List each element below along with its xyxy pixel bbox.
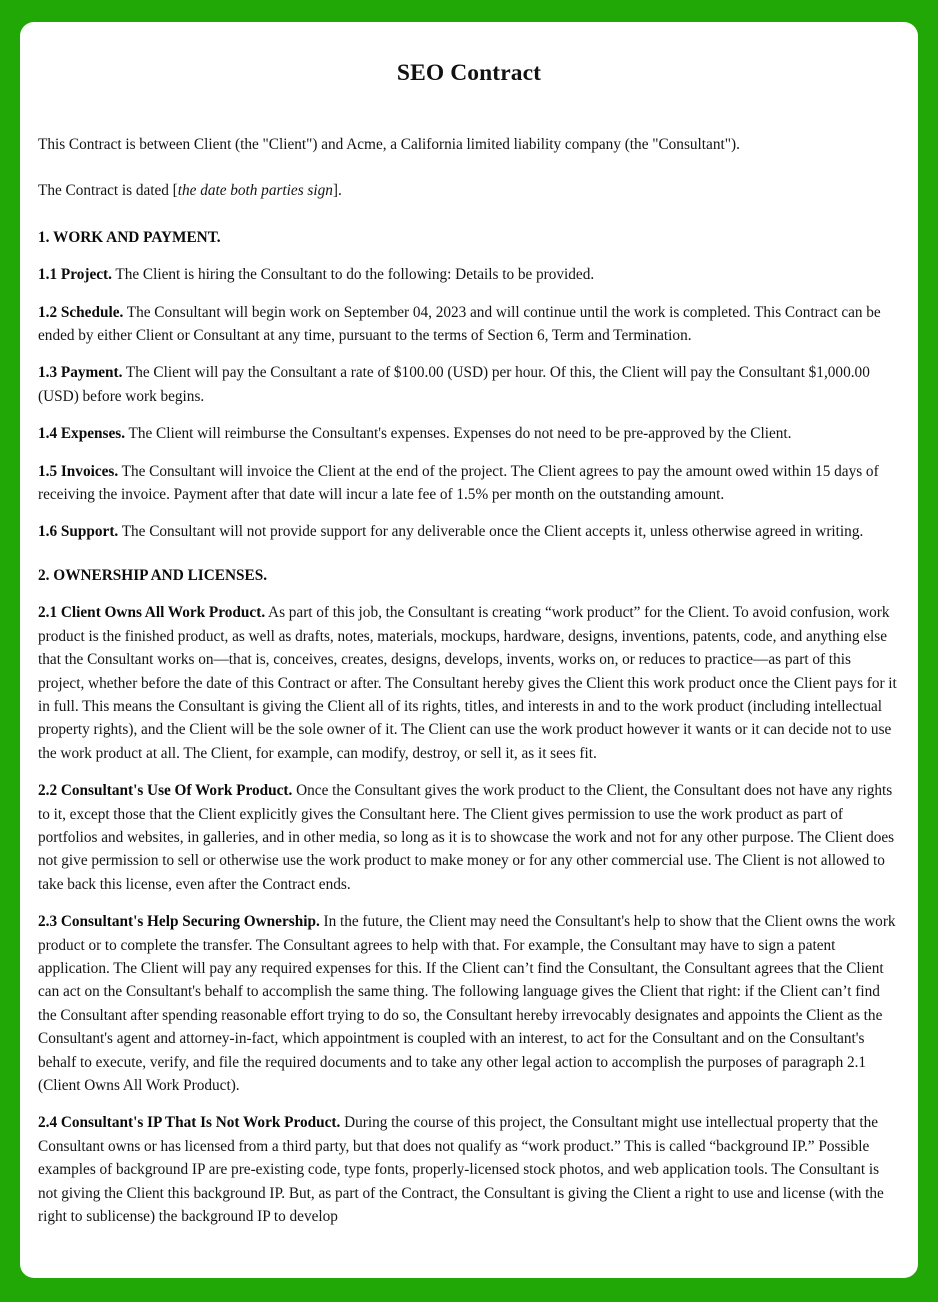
clause-text: The Client will reimburse the Consultant's expenses. Expenses do not need to be pre-approved by the Client. <box>128 425 792 443</box>
clause-text: The Client is hiring the Consultant to do the following: Details to be provided. <box>115 266 595 284</box>
clause-1-3 <box>38 361 900 408</box>
document-page <box>20 22 918 1278</box>
clause-text: The Consultant will begin work on September 04, 2023 and will continue until the work is completed. This Contract can be ended by either Client or Consultant at any time, pursuant to the terms of Section 6, Term and Termination. <box>38 303 881 345</box>
clause-label: 2.4 Consultant's IP That Is Not Work Product. <box>38 1114 341 1132</box>
clause-label: 1.6 Support. <box>38 523 119 541</box>
document-body <box>20 60 918 1228</box>
intro-date-prefix: The Contract is dated [ <box>38 182 178 200</box>
clause-label: 2.2 Consultant's Use Of Work Product. <box>38 782 293 800</box>
clause-2-1 <box>38 601 900 765</box>
clause-text: As part of this job, the Consultant is creating “work product” for the Client. To avoid confusion, work product is the finished product, as well as drafts, notes, materials, mockups, hardware, designs, inventions, patents, code, and anything else that the Consultant works on—that is, conceives, creates, designs, develops, invents, works on, or reduces to practice—as part of this project, whether before the date of this Contract or after. The Consultant hereby gives the Client this work product once the Client pays for it in full. This means the Consultant is giving the Client all of its rights, titles, and interests in and to the work product (including intellectual property rights), and the Client will be the sole owner of it. The Client can use the work product however it wants or it can decide not to use the work product at all. The Client, for example, can modify, destroy, or sell it, as it sees fit. <box>38 604 897 762</box>
clause-label: 2.3 Consultant's Help Securing Ownership. <box>38 913 320 931</box>
section-heading: 2. OWNERSHIP AND LICENSES. <box>38 566 268 584</box>
date-placeholder: the date both parties sign <box>177 182 333 200</box>
section-work-and-payment <box>38 226 900 544</box>
clause-2-4 <box>38 1111 900 1228</box>
intro-block <box>38 133 900 203</box>
clause-label: 1.2 Schedule. <box>38 303 124 321</box>
clause-2-2 <box>38 779 900 896</box>
intro-paragraph-date <box>38 179 900 202</box>
clause-1-2 <box>38 301 900 348</box>
clause-2-3 <box>38 910 900 1097</box>
clause-text: The Client will pay the Consultant a rate of $100.00 (USD) per hour. Of this, the Client will pay the Consultant $1,000.00 (USD) before work begins. <box>38 364 870 405</box>
clause-text: The Consultant will not provide support for any deliverable once the Client accepts it, unless otherwise agreed in writing. <box>121 523 864 541</box>
clause-1-1 <box>38 263 900 286</box>
clause-label: 2.1 Client Owns All Work Product. <box>38 604 266 622</box>
date-placeholder-tail: ]. <box>332 182 342 200</box>
intro-paragraph-parties: This Contract is between Client (the "Client") and Acme, a California limited liability company (the "Consultant"). <box>38 136 740 153</box>
page-title: SEO Contract <box>396 60 542 86</box>
clause-label: 1.5 Invoices. <box>38 462 119 480</box>
clause-1-5 <box>38 460 900 507</box>
clause-label: 1.4 Expenses. <box>38 425 126 443</box>
clause-label: 1.1 Project. <box>38 266 112 284</box>
clause-text: In the future, the Client may need the Consultant's help to show that the Client owns the work product or to complete the transfer. The Consultant agrees to help with that. For example, the Consultant may have to sign a patent application. The Client will pay any required expenses for this. If the Client can’t find the Consultant, the Consultant agrees that the Client can act on the Consultant's behalf to accomplish the same thing. The following language gives the Client that right: if the Client can’t find the Consultant after spending reasonable effort trying to do so, the Consultant hereby irrevocably designates and appoints the Client as the Consultant's agent and attorney-in-fact, which appointment is coupled with an interest, to act for the Consultant and on the Consultant's behalf to execute, verify, and file the required documents and to take any other legal action to accomplish the purposes of paragraph 2.1 (Client Owns All Work Product). <box>38 913 896 1094</box>
clause-label: 1.3 Payment. <box>38 364 123 382</box>
section-ownership-and-licenses <box>38 564 900 1229</box>
clause-text: During the course of this project, the Consultant might use intellectual property that the Consultant owns or has licensed from a third party, but that does not qualify as “work product.” This is called “background IP.” Possible examples of background IP are pre-existing code, type fonts, properly-licensed stock photos, and web application tools. The Consultant is not giving the Client this background IP. But, as part of the Contract, the Consultant is giving the Client a right to use and license (with the right to sublicense) the background IP to develop <box>38 1114 884 1226</box>
clause-1-4 <box>38 422 900 445</box>
section-heading: 1. WORK AND PAYMENT. <box>38 228 221 246</box>
clause-text: The Consultant will invoice the Client at the end of the project. The Client agrees to pay the amount owed within 15 days of receiving the invoice. Payment after that date will incur a late fee of 1.5% per month on the outstanding amount. <box>38 462 879 504</box>
clause-1-6 <box>38 520 900 543</box>
clause-text: Once the Consultant gives the work product to the Client, the Consultant does not have any rights to it, except those that the Client explicitly gives the Consultant here. The Client gives permission to use the work product as part of portfolios and websites, in galleries, and in other media, so long as it is to showcase the work and not for any other purpose. The Client does not give permission to sell or otherwise use the work product to make money or for any other commercial use. The Client is not allowed to take back this license, even after the Contract ends. <box>38 782 895 893</box>
